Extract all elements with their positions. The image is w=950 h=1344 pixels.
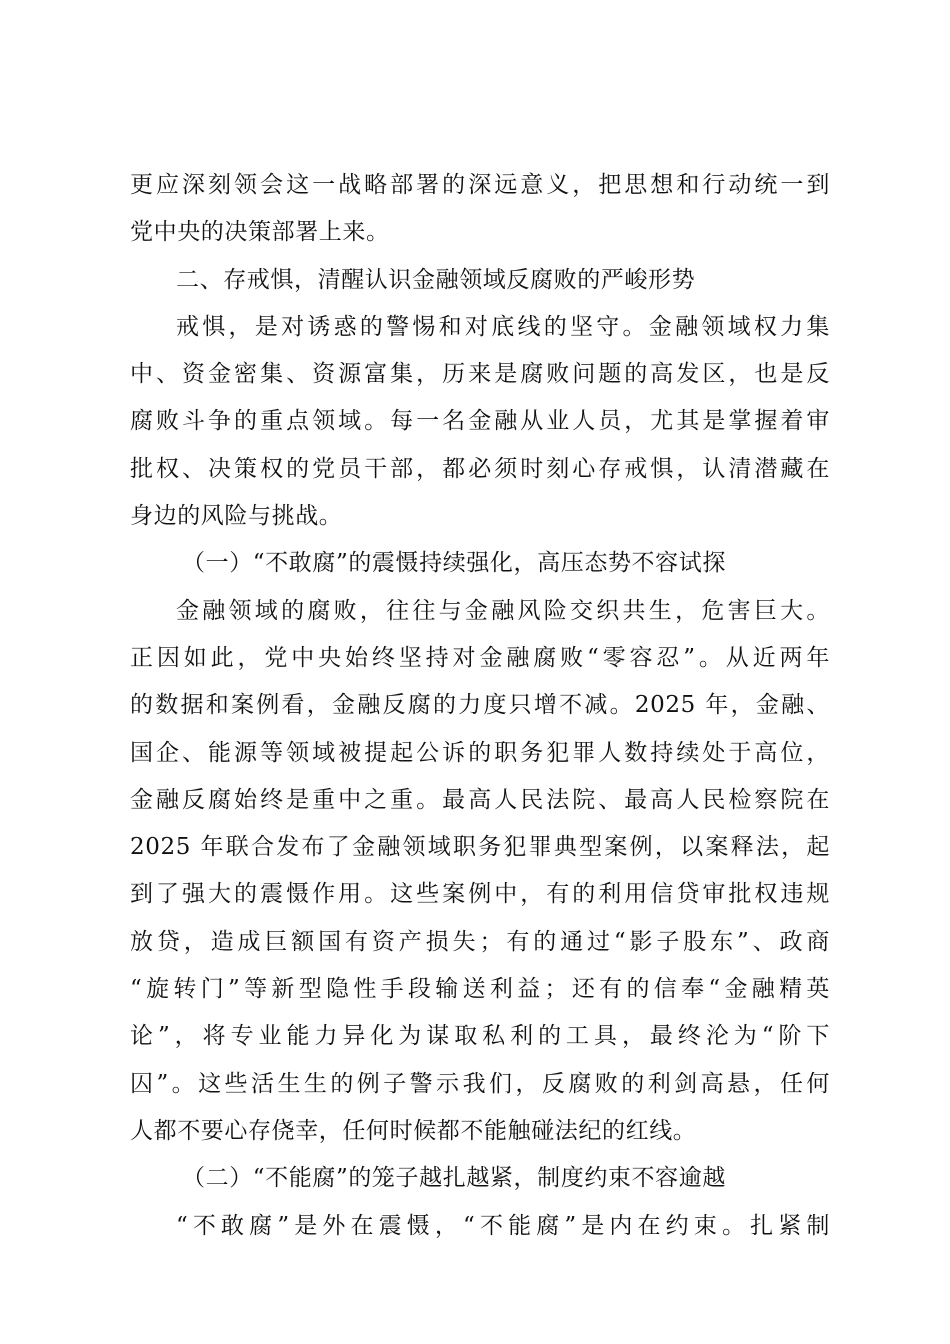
paragraph-line: 放贷，造成巨额国有资产损失；有的通过“影子股东”、政商 — [130, 928, 830, 955]
paragraph-line: 的数据和案例看，金融反腐的力度只增不减。2025 年，金融、 — [130, 692, 830, 719]
paragraph-line: 论”，将专业能力异化为谋取私利的工具，最终沦为“阶下 — [130, 1023, 830, 1050]
paragraph-line: 囚”。这些活生生的例子警示我们，反腐败的利剑高悬，任何 — [130, 1070, 830, 1097]
paragraph-line: 腐败斗争的重点领域。每一名金融从业人员，尤其是掌握着审 — [130, 408, 830, 435]
paragraph-line: 2025 年联合发布了金融领域职务犯罪典型案例，以案释法，起 — [130, 834, 830, 861]
section-heading: 二、存戒惧，清醒认识金融领域反腐败的严峻形势 — [176, 266, 696, 293]
paragraph-line: “不敢腐”是外在震慑，“不能腐”是内在约束。扎紧制 — [176, 1212, 830, 1239]
subsection-heading: （二）“不能腐”的笼子越扎越紧，制度约束不容逾越 — [182, 1165, 726, 1192]
paragraph-line: 正因如此，党中央始终坚持对金融腐败“零容忍”。从近两年 — [130, 644, 830, 671]
paragraph-line: 到了强大的震慑作用。这些案例中，有的利用信贷审批权违规 — [130, 881, 830, 908]
paragraph-line: 更应深刻领会这一战略部署的深远意义，把思想和行动统一到 — [130, 172, 830, 198]
paragraph-line: 中、资金密集、资源富集，历来是腐败问题的高发区，也是反 — [130, 361, 830, 388]
subsection-heading: （一）“不敢腐”的震慑持续强化，高压态势不容试探 — [182, 550, 726, 577]
paragraph-line: “旋转门”等新型隐性手段输送利益；还有的信奉“金融精英 — [130, 976, 830, 1003]
paragraph-line: 戒惧，是对诱惑的警惕和对底线的坚守。金融领域权力集 — [176, 313, 830, 340]
paragraph-line: 批权、决策权的党员干部，都必须时刻心存戒惧，认清潜藏在 — [130, 455, 830, 482]
paragraph-line: 金融反腐始终是重中之重。最高人民法院、最高人民检察院在 — [130, 786, 830, 813]
paragraph-line: 国企、能源等领域被提起公诉的职务犯罪人数持续处于高位， — [130, 739, 830, 766]
paragraph-line: 身边的风险与挑战。 — [130, 503, 343, 530]
paragraph-line: 人都不要心存侥幸，任何时候都不能触碰法纪的红线。 — [130, 1117, 697, 1144]
paragraph-line: 党中央的决策部署上来。 — [130, 219, 390, 246]
paragraph-line: 金融领域的腐败，往往与金融风险交织共生，危害巨大。 — [176, 597, 830, 624]
body-text — [130, 162, 830, 1250]
